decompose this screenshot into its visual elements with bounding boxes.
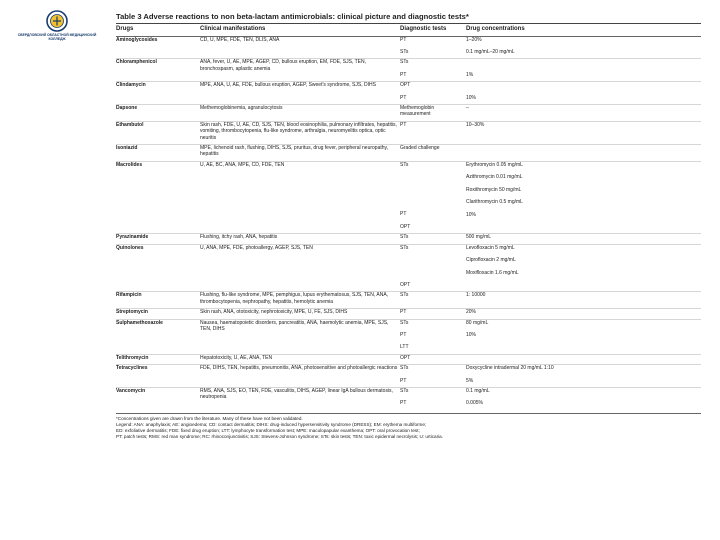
drug-name: Quinolones <box>116 244 144 251</box>
concentration-entry: 5% <box>466 377 474 384</box>
drug-concentrations <box>466 387 701 409</box>
drug-concentrations <box>466 59 701 82</box>
diagnostic-test-entry: PT <box>400 331 407 338</box>
table-body <box>116 36 701 410</box>
concentration-entry <box>466 355 701 361</box>
diagnostic-tests <box>400 82 466 105</box>
table-row <box>116 244 701 292</box>
concentration-entry: 1% <box>466 71 474 78</box>
drug-name: Clindamycin <box>116 82 146 89</box>
diagnostic-test-entry: STs <box>400 387 409 394</box>
diagnostic-test-entry: PT <box>400 94 407 101</box>
diagnostic-test-entry: STs <box>400 234 409 241</box>
footnote-line: Legend: ANA: anaphylaxis; AE: angioedema; CD: contact dermatitis; DIHS: drug-induced hypersensitivity syndrome (DRESS); EM: erythema multiforme; <box>116 421 427 427</box>
diagnostic-test-entry: STs <box>400 161 409 168</box>
concentration-entry: 1: 10000 <box>466 292 486 299</box>
clinical-manifestations: U, AE, BC, ANA, MPE, CD, FDE, TEN <box>200 161 285 168</box>
diagnostic-test-entry <box>400 199 466 205</box>
diagnostic-test-entry <box>400 270 466 276</box>
drug-concentrations <box>466 161 701 233</box>
drug-concentrations <box>466 234 701 244</box>
concentration-entry: 20% <box>466 309 477 316</box>
diagnostic-tests <box>400 161 466 233</box>
drug-concentrations <box>466 244 701 292</box>
diagnostic-tests <box>400 354 466 364</box>
concentration-entry: Moxifloxacin 1.6 mg/mL <box>466 269 519 276</box>
college-logo <box>12 10 102 41</box>
drug-name: Ethambutol <box>116 121 144 128</box>
drug-concentrations <box>466 292 701 309</box>
drug-concentrations <box>466 365 701 388</box>
drug-name: Chloramphenicol <box>116 59 157 66</box>
drug-name: Rifampicin <box>116 292 142 299</box>
concentration-entry <box>466 82 701 88</box>
table-row <box>116 234 701 244</box>
concentration-entry: 10% <box>466 331 477 338</box>
diagnostic-test-entry: OPT <box>400 354 411 361</box>
diagnostic-test-entry: PT <box>400 400 407 407</box>
diagnostic-test-entry: STs <box>400 292 409 299</box>
concentration-entry: Ciprofloxacin 2 mg/mL <box>466 257 516 264</box>
table-row <box>116 105 701 122</box>
clinical-manifestations: Skin rash, FDE, U, AE, CD, SJS, TEN, blood eosinophilia, pulmonary infiltrates, hepatitis, vomiting, thrombocytopenia, flu-like syndrome, arthralgia, neuromyelitis optica, optic neuritis <box>200 121 397 141</box>
concentration-entry: Erythromycin 0.05 mg/mL <box>466 161 523 168</box>
diagnostic-tests <box>400 105 466 122</box>
clinical-manifestations: ANA, fever, U, AE, MPE, AGEP, CD, bullous eruption, EM, FDE, SJS, TEN, bronchospasm, aplastic anemia <box>200 59 366 72</box>
diagnostic-tests <box>400 121 466 144</box>
header-diagnostic: Diagnostic tests <box>400 26 447 32</box>
diagnostic-test-entry: OPT <box>400 223 411 230</box>
drug-name: Aminoglycosides <box>116 36 158 43</box>
table-title: Table 3 Adverse reactions to non beta-lactam antimicrobials: clinical picture and diagnostic tests* <box>116 12 469 21</box>
table-row <box>116 82 701 105</box>
concentration-entry: 10% <box>466 211 477 218</box>
emblem-icon <box>46 10 68 32</box>
concentration-entry: 0.1 mg/mL <box>466 387 490 394</box>
concentration-entry <box>466 59 701 65</box>
drug-name: Macrolides <box>116 161 143 168</box>
drug-name: Dapsone <box>116 105 138 112</box>
table-row <box>116 161 701 233</box>
header-concentrations: Drug concentrations <box>466 26 525 32</box>
table-row <box>116 387 701 409</box>
diagnostic-tests <box>400 234 466 244</box>
concentration-entry: – <box>466 105 469 112</box>
diagnostic-tests <box>400 292 466 309</box>
concentration-entry: Levofloxacin 5 mg/mL <box>466 244 515 251</box>
clinical-manifestations: Nausea, haematopoietic disorders, pancreatitis, ANA, haemolytic anemia, MPE, SJS, TEN, DIHS <box>200 319 389 332</box>
drug-concentrations <box>466 36 701 59</box>
drug-name: Vancomycin <box>116 387 146 394</box>
diagnostic-test-entry: OPT <box>400 82 411 89</box>
clinical-manifestations: RMS, ANA, SJS, EO, TEN, FDE, vasculitis, DIHS, AGEP, linear IgA bullous dermatosis, neutropenia <box>200 387 393 401</box>
concentration-entry: 80 mg/mL <box>466 319 489 326</box>
table-header-row <box>116 24 701 36</box>
clinical-manifestations: Flushing, flu-like syndrome, MPE, pemphigus, lupus erythematosus, SJS, TEN, ANA, thrombocytopenia, nephropathy, hepatitis, hemolytic anemia <box>200 292 389 305</box>
clinical-manifestations: MPE, ANA, U, AE, FDE, bullous eruption, AGEP, Sweet's syndrome, SJS, DIHS <box>200 82 376 89</box>
diagnostic-test-entry: OPT <box>400 281 411 288</box>
footnote-line: ED: exfoliative dermatitis; FDE: fixed drug eruption; LTT: lymphocyte transformation test; MPE: maculopapular exanthema; OPT: oral provocation test; <box>116 428 420 434</box>
footnote-line: PT: patch tests; RMS: red man syndrome; RC: rhinoconjunctivitis; SJS: Stevens-Johnson syndrome; STs: skin tests; TEN: toxic epidermal necrolysis; U: urticaria. <box>116 434 443 440</box>
diagnostic-test-entry: STs <box>400 59 409 66</box>
adverse-reactions-table <box>116 24 701 410</box>
table-row <box>116 121 701 144</box>
concentration-entry: 10% <box>466 94 477 101</box>
diagnostic-test-entry <box>400 174 466 180</box>
clinical-manifestations: CD, U, MPE, FDE, TEN, DLIS, ANA <box>200 36 280 43</box>
diagnostic-test-entry: PT <box>400 121 407 128</box>
drug-concentrations <box>466 82 701 105</box>
diagnostic-tests <box>400 244 466 292</box>
drug-concentrations <box>466 309 701 319</box>
drug-concentrations <box>466 145 701 162</box>
drug-name: Telithromycin <box>116 354 149 361</box>
drug-concentrations <box>466 121 701 144</box>
concentration-entry: 0.1 mg/mL–20 mg/mL <box>466 49 515 55</box>
diagnostic-test-entry: PT <box>400 71 407 78</box>
table-row <box>116 292 701 309</box>
header-clinical: Clinical manifestations <box>200 26 266 32</box>
drug-concentrations <box>466 354 701 364</box>
drug-name: Streptomycin <box>116 309 148 316</box>
drug-name: Tetracyclines <box>116 365 148 372</box>
diagnostic-test-entry: PT <box>400 309 407 316</box>
diagnostic-test-entry: STs <box>400 49 409 55</box>
concentration-entry: 10–30% <box>466 121 485 128</box>
diagnostic-test-entry: STs <box>400 244 409 251</box>
concentration-entry: Clarithromycin 0.5 mg/mL <box>466 199 523 206</box>
concentration-entry <box>466 145 701 151</box>
table-row <box>116 365 701 388</box>
diagnostic-test-entry: Graded challenge <box>400 145 440 152</box>
clinical-manifestations: Methemoglobinemia, agranulocytosis <box>200 105 283 112</box>
diagnostic-test-entry: STs <box>400 319 409 326</box>
concentration-entry: 1–20% <box>466 36 482 43</box>
table-row <box>116 354 701 364</box>
table-row <box>116 309 701 319</box>
diagnostic-tests <box>400 365 466 388</box>
diagnostic-tests <box>400 145 466 162</box>
table-row <box>116 36 701 59</box>
diagnostic-test-entry: PT <box>400 36 407 43</box>
table-row <box>116 145 701 162</box>
concentration-entry: 0.005% <box>466 400 483 407</box>
table-row <box>116 59 701 82</box>
drug-name: Sulphamethoxazole <box>116 319 163 326</box>
table-row <box>116 319 701 354</box>
concentration-entry <box>466 224 701 230</box>
diagnostic-test-entry: LTT <box>400 344 409 351</box>
diagnostic-test-entry <box>400 187 466 193</box>
diagnostic-test-entry <box>400 257 466 263</box>
clinical-manifestations: U, ANA, MPE, FDE, photoallergy, AGEP, SJS, TEN <box>200 244 313 251</box>
clinical-manifestations: Skin rash, ANA, ototoxicity, nephrotoxicity, MPE, U, FE, SJS, DIHS <box>200 309 348 316</box>
diagnostic-tests <box>400 59 466 82</box>
concentration-entry: 500 mg/mL <box>466 234 492 241</box>
diagnostic-tests <box>400 319 466 354</box>
concentration-entry: Azithromycin 0.01 mg/mL <box>466 174 523 181</box>
diagnostic-test-entry: STs <box>400 365 409 372</box>
clinical-manifestations: Hepatotoxicity, U, AE, ANA, TEN <box>200 354 273 361</box>
diagnostic-tests <box>400 309 466 319</box>
college-name: СВЕРДЛОВСКИЙ ОБЛАСТНОЙ МЕДИЦИНСКИЙ КОЛЛЕДЖ <box>17 33 97 41</box>
clinical-manifestations: FDE, DIHS, TEN, hepatitis, pneumonitis, ANA, photosensitive and photoallergic reactions <box>200 365 398 372</box>
diagnostic-test-entry: PT <box>400 211 407 218</box>
drug-name: Pyrazinamide <box>116 234 149 241</box>
footnote-line: *Concentrations given are drawn from the literature. Many of these have not been validated. <box>116 415 303 421</box>
diagnostic-test-entry: Methemoglobin measurement <box>400 105 435 118</box>
concentration-entry: Doxycycline intradermal 20 mg/mL 1:10 <box>466 365 554 372</box>
diagnostic-test-entry: PT <box>400 377 407 384</box>
diagnostic-tests <box>400 387 466 409</box>
concentration-entry <box>466 344 701 350</box>
table-footnotes <box>116 413 701 441</box>
clinical-manifestations: Flushing, itchy rash, ANA, hepatitis <box>200 234 278 241</box>
concentration-entry: Roxithromycin 50 mg/mL <box>466 186 522 193</box>
concentration-entry <box>466 282 701 288</box>
drug-concentrations <box>466 319 701 354</box>
header-drugs: Drugs <box>116 26 134 32</box>
adverse-reactions-table-section <box>116 12 701 441</box>
drug-concentrations <box>466 105 701 122</box>
diagnostic-tests <box>400 36 466 59</box>
clinical-manifestations: MPE, lichenoid rash, flushing, DIHS, SJS, pruritus, drug fever, peripheral neuropathy, hepatitis <box>200 145 389 158</box>
drug-name: Isoniazid <box>116 145 138 152</box>
